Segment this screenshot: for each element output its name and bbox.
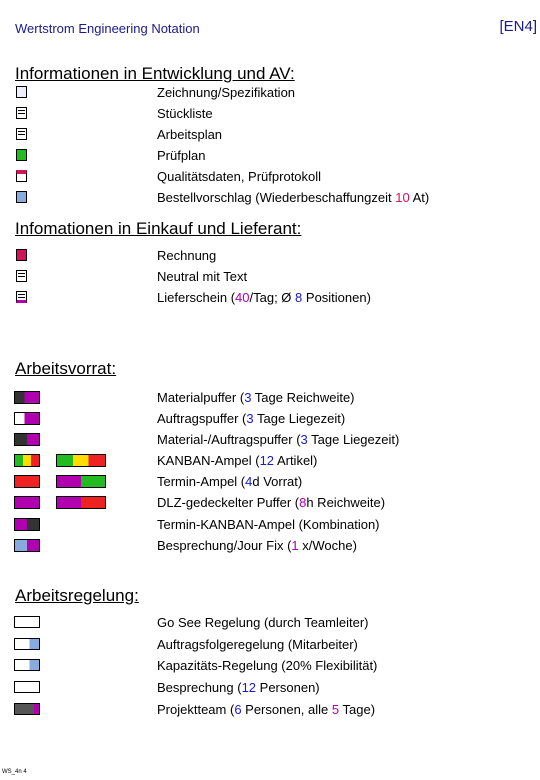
- deadline-kanban-light-icon: [14, 518, 40, 531]
- notation-row: [0, 537, 540, 557]
- delivery-note-icon: [16, 291, 27, 303]
- notation-row: [0, 84, 540, 104]
- capped-buffer-detail-icon: [56, 496, 106, 509]
- notation-row: [0, 657, 540, 677]
- drawing-icon: [16, 86, 27, 98]
- row-label: Lieferschein (40/Tag; Ø 8 Positionen): [157, 290, 371, 305]
- row-label: Rechnung: [157, 248, 217, 263]
- kanban-light-detail-icon: [56, 454, 106, 467]
- notation-row: [0, 636, 540, 656]
- notation-row: [0, 614, 540, 634]
- notation-row: [0, 247, 540, 267]
- inspection-plan-icon: [16, 149, 27, 161]
- row-label: Arbeitsplan: [157, 127, 223, 142]
- deadline-light-icon: [14, 475, 40, 488]
- quality-data-icon: [16, 170, 27, 182]
- order-buffer-icon: [14, 412, 40, 425]
- section-heading-arbeitsregelung: Arbeitsregelung:: [15, 586, 139, 605]
- bom-document-icon: [16, 107, 27, 119]
- section-heading-arbeitsvorrat: Arbeitsvorrat:: [15, 359, 117, 378]
- notation-row: [0, 410, 540, 430]
- row-label: Qualitätsdaten, Prüfprotokoll: [157, 169, 322, 184]
- row-label: Stückliste: [157, 106, 213, 121]
- text-document-icon: [16, 270, 27, 282]
- row-label: Auftragsfolgeregelung (Mitarbeiter): [157, 637, 358, 652]
- row-label: Prüfplan: [157, 148, 206, 163]
- row-label: Termin-Ampel (4d Vorrat): [157, 474, 303, 489]
- notation-row: [0, 289, 540, 309]
- workplan-document-icon: [16, 128, 27, 140]
- notation-row: [0, 452, 540, 472]
- notation-row: [0, 389, 540, 409]
- notation-row: [0, 431, 540, 451]
- footer-code: WS_4n 4: [2, 769, 27, 775]
- project-team-icon: [14, 703, 40, 715]
- row-label: Neutral mit Text: [157, 269, 248, 284]
- capacity-control-icon: [14, 659, 40, 671]
- material-order-buffer-icon: [14, 433, 40, 446]
- notation-row: [0, 268, 540, 288]
- kanban-light-icon: [14, 454, 40, 467]
- order-proposal-icon: [16, 191, 27, 203]
- section-heading-einkauf: Infomationen in Einkauf und Lieferant:: [15, 219, 302, 238]
- row-label: Auftragspuffer (3 Tage Liegezeit): [157, 411, 346, 426]
- row-label: DLZ-gedeckelter Puffer (8h Reichweite): [157, 495, 386, 510]
- row-label: Bestellvorschlag (Wiederbeschaffungzeit 10 At): [157, 190, 430, 205]
- invoice-icon: [16, 249, 27, 261]
- row-label: Material-/Auftragspuffer (3 Tage Liegezeit): [157, 432, 400, 447]
- capped-buffer-icon: [14, 496, 40, 509]
- notation-row: [0, 126, 540, 146]
- notation-row: [0, 473, 540, 493]
- page-title: Wertstrom Engineering Notation: [15, 21, 200, 36]
- section-heading-entwicklung: Informationen in Entwicklung und AV:: [15, 64, 295, 83]
- meeting-people-icon: [14, 681, 40, 693]
- notation-row: [0, 679, 540, 699]
- notation-row: [0, 701, 540, 721]
- row-label: Kapazitäts-Regelung (20% Flexibilität): [157, 658, 378, 673]
- row-label: Zeichnung/Spezifikation: [157, 85, 296, 100]
- deadline-light-detail-icon: [56, 475, 106, 488]
- row-label: Go See Regelung (durch Teamleiter): [157, 615, 369, 630]
- meeting-icon: [14, 539, 40, 552]
- go-see-icon: [14, 616, 40, 628]
- material-buffer-icon: [14, 391, 40, 404]
- notation-row: [0, 494, 540, 514]
- row-label: Materialpuffer (3 Tage Reichweite): [157, 390, 355, 405]
- row-label: Termin-KANBAN-Ampel (Kombination): [157, 517, 380, 532]
- row-label: KANBAN-Ampel (12 Artikel): [157, 453, 318, 468]
- document-tag: [EN4]: [499, 18, 537, 35]
- sequence-control-icon: [14, 638, 40, 650]
- notation-row: [0, 516, 540, 536]
- notation-row: [0, 105, 540, 125]
- row-label: Besprechung/Jour Fix (1 x/Woche): [157, 538, 357, 553]
- notation-row: [0, 147, 540, 167]
- notation-row: [0, 189, 540, 209]
- row-label: Projektteam (6 Personen, alle 5 Tage): [157, 702, 376, 717]
- notation-row: [0, 168, 540, 188]
- row-label: Besprechung (12 Personen): [157, 680, 320, 695]
